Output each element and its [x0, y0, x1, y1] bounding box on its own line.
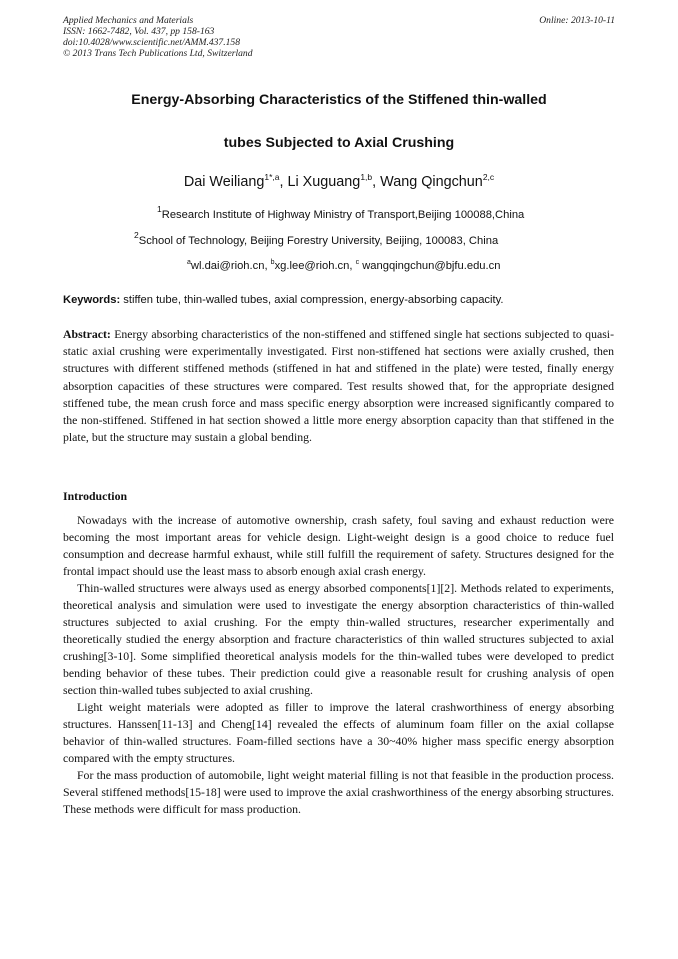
- keywords-label: Keywords:: [63, 294, 121, 306]
- email-link[interactable]: wl.dai@rioh.cn,: [190, 260, 271, 272]
- email-mark: b: [270, 259, 275, 266]
- author-affiliation-mark: 1,b: [360, 172, 373, 182]
- paragraph: Thin-walled structures were always used as energy absorbed components[1][2]. Methods related to experiments, theoretical analysis and simulation were used to investigate the energy absorption characteristics of thin-walled structures subjected to axial crushing. For the empty thin-walled structures, researcher experimentally and theoretically studied the energy absorption and fracture characteristics of thin walled structures subjected to axial crushing[3-10]. Some simplified theoretical analysis models for the thin-walled tubes were developed to predict bending behavior of these tubes. Their prediction could give a reasonable result for crushing analysis of open section thin-walled tubes subjected to axial crushing.: [63, 581, 614, 697]
- affiliation-1: [157, 204, 525, 221]
- introduction-body: [63, 512, 614, 818]
- section-heading-introduction: Introduction: [63, 489, 128, 503]
- author-emails: [187, 260, 500, 272]
- author-separator: ,: [279, 174, 288, 190]
- author-name: Li Xuguang: [287, 174, 361, 190]
- affiliation-mark: 1: [157, 204, 162, 214]
- paragraph: Nowadays with the increase of automotive ownership, crash safety, foul saving and exhaust reduction were becoming the most important areas for vehicle design. Light-weight design is a good choice to reduce fuel consumption and decrease harmful exhaust, while still fulfill the requirement of safety. Structures designed for the frontal impact should use the least mass to absorb enough axial crash energy.: [63, 513, 614, 578]
- online-date: Online: 2013-10-11: [539, 15, 615, 26]
- abstract-label: Abstract:: [63, 327, 111, 341]
- journal-name: Applied Mechanics and Materials: [63, 15, 194, 26]
- email-mark: a: [187, 259, 191, 266]
- abstract-text: Energy absorbing characteristics of the non-stiffened and stiffened single hat sections subjected to quasi-static axial crushing were experimentally investigated. First non-stiffened hat sections were axially crushed, then structures with different stiffened methods (stiffened in hat and stiffened in the plate) were tested, finally energy absorption capacities of these structures were compared. Test results showed that, for the appropriate designed stiffened tube, the mean crush force and mass specific energy absorption were increased significantly compared to the non-stiffened. Stiffened in hat section showed a little more energy absorption capacity than that stiffened in the plate, but the structure may sustain a global bending.: [63, 327, 614, 445]
- author-affiliation-mark: 1*,a: [264, 172, 280, 182]
- email-link[interactable]: wangqingchun@bjfu.edu.cn: [359, 260, 501, 272]
- author-name: Wang Qingchun: [380, 174, 483, 190]
- author-list: [40, 174, 638, 190]
- affiliation-text: School of Technology, Beijing Forestry University, Beijing, 100083, China: [138, 235, 499, 247]
- email-mark: c: [355, 259, 360, 266]
- abstract: [63, 326, 614, 446]
- paragraph: Light weight materials were adopted as filler to improve the lateral crashworthiness of energy absorbing structures. Hanssen[11-13] and Cheng[14] revealed the effects of aluminum foam filler on the axial collapse behavior of thin-walled structures. Foam-filled sections have a 30~40% higher mass specific energy absorption compared with the empty structures.: [63, 700, 614, 765]
- author-name: Dai Weiliang: [183, 174, 265, 190]
- issn-line: ISSN: 1662-7482, Vol. 437, pp 158-163: [63, 26, 215, 37]
- author-affiliation-mark: 2,c: [482, 172, 495, 182]
- doi-line: doi:10.4028/www.scientific.net/AMM.437.158: [63, 37, 241, 48]
- author-separator: ,: [372, 174, 381, 190]
- paper-title-line-1: Energy-Absorbing Characteristics of the Stiffened thin-walled: [131, 92, 547, 108]
- email-link[interactable]: xg.lee@rioh.cn,: [274, 260, 356, 272]
- paper-title-line-2: tubes Subjected to Axial Crushing: [223, 135, 455, 151]
- keywords: [63, 294, 503, 306]
- copyright-line: © 2013 Trans Tech Publications Ltd, Switzerland: [63, 48, 253, 59]
- keywords-text: stiffen tube, thin-walled tubes, axial compression, energy-absorbing capacity.: [120, 294, 504, 306]
- journal-header: [63, 15, 253, 59]
- affiliation-mark: 2: [134, 230, 139, 240]
- affiliation-2: [134, 230, 499, 247]
- paragraph: For the mass production of automobile, light weight material filling is not that feasible in the production process. Several stiffened methods[15-18] were used to improve the axial crashworthiness of the energy absorbing structures. These methods were difficult for mass production.: [63, 768, 614, 816]
- affiliation-text: Research Institute of Highway Ministry of Transport,Beijing 100088,China: [161, 209, 525, 221]
